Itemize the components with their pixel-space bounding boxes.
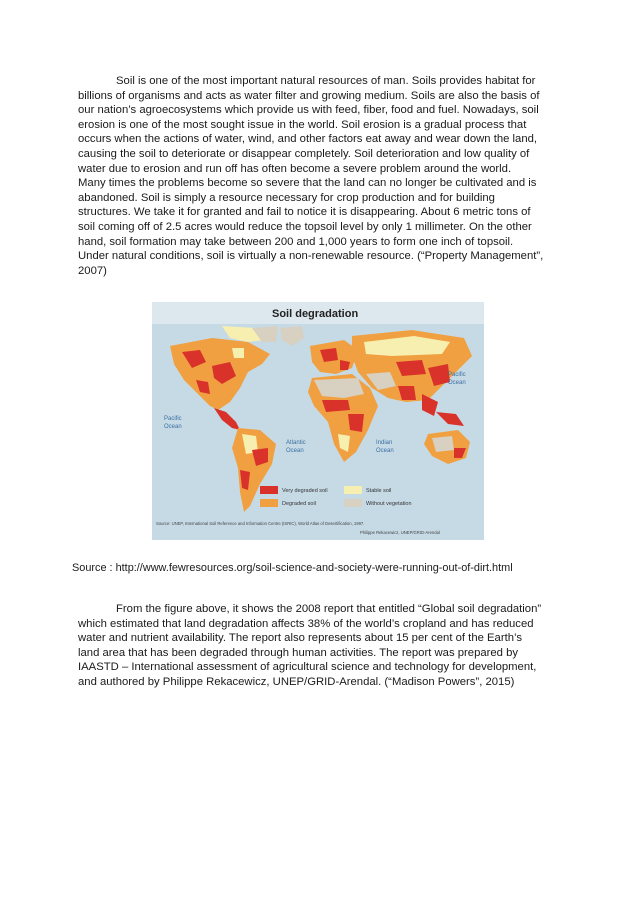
soil-degradation-map-figure (152, 302, 484, 540)
legend-label-very-degraded: Very degraded soil (282, 488, 328, 494)
text-line: land area that has been degraded through human activities. The report was prepared by (78, 646, 519, 659)
text-line: hand, soil formation may take between 200 and 1,000 years to form one inch of topsoil. (78, 235, 514, 248)
text-line: Soil is one of the most important natural resources of man. Soils provides habitat for (116, 75, 536, 87)
indian-ocean-label: Indian (376, 440, 393, 446)
text-line: structures. We take it for granted and fail to notice it is disappearing. About 6 metric tons of (78, 206, 531, 219)
text-line: water due to erosion and run off has often become a severe problem around the world. (78, 162, 512, 175)
text-line: From the figure above, it shows the 2008 report that entitled “Global soil degradation” (116, 603, 542, 615)
paragraph-soil-intro (78, 74, 562, 278)
pacific-ocean-label-east: Pacific (448, 372, 466, 378)
legend-label-stable: Stable soil (366, 488, 392, 494)
text-line: Under natural conditions, soil is virtually a non-renewable resource. (“Property Management”, (78, 250, 544, 263)
text-line: which estimated that land degradation affects 38% of the world’s cropland and has reduced (78, 617, 534, 630)
legend-swatch-without-vegetation (344, 499, 362, 507)
text-line: soil coming off of 2.5 acres would reduce the topsoil level by only 1 millimeter. On the other (78, 220, 532, 233)
atlantic-ocean-label: Ocean (286, 448, 304, 454)
text-line: Many times the problems become so severe that the land can no longer be cultivated and is (78, 177, 537, 190)
legend-label-degraded: Degraded soil (282, 501, 316, 507)
paragraph-figure-discussion (78, 602, 562, 690)
text-line: billions of organisms and acts as water filter and growing medium. Soils are also the basis of (78, 89, 540, 102)
text-line: water and nutrient availability. The report also represents about 15 per cent of the Earth’s (78, 632, 522, 645)
indian-ocean-label: Ocean (376, 448, 394, 454)
map-credit-source: Source: UNEP, International Soil Reference and Information Centre (ISRIC), World Atlas of Desertification, 1997. (156, 521, 365, 526)
text-line: occurs when the actions of water, wind, and other factors eat away and wear down the land, (78, 133, 538, 146)
pacific-ocean-label-east: Ocean (448, 380, 466, 386)
text-line: causing the soil to deteriorate or disappear completely. Soil deterioration and low quality of (78, 147, 530, 160)
text-line: abandoned. Soil is simply a resource necessary for crop production and for building (78, 191, 495, 204)
legend-swatch-very-degraded (260, 486, 278, 494)
legend-swatch-degraded (260, 499, 278, 507)
text-line: and authored by Philippe Rekacewicz, UNEP/GRID-Arendal. (“Madison Powers”, 2015) (78, 675, 515, 688)
world-map-svg (152, 302, 484, 540)
legend-swatch-stable (344, 486, 362, 494)
map-title: Soil degradation (272, 308, 359, 320)
figure-source-caption: Source : http://www.fewresources.org/soil-science-and-society-were-running-out-of-dirt.html (72, 562, 513, 574)
text-line: our nation’s agroecosystems which provide us with feed, fiber, food and fuel. Nowadays, soil (78, 104, 539, 117)
pacific-ocean-label-west: Pacific (164, 416, 182, 422)
text-line: erosion is one of the most sought issue in the world. Soil erosion is a gradual process that (78, 118, 527, 131)
legend-label-without-vegetation: Without vegetation (366, 501, 412, 507)
pacific-ocean-label-west: Ocean (164, 424, 182, 430)
map-credit-author: Philippe Rekacewicz, UNEP/GRID-Arendal (360, 530, 440, 535)
atlantic-ocean-label: Atlantic (286, 440, 306, 446)
text-line: IAASTD – International assessment of agricultural science and technology for development, (78, 661, 537, 674)
text-line: 2007) (78, 264, 107, 277)
